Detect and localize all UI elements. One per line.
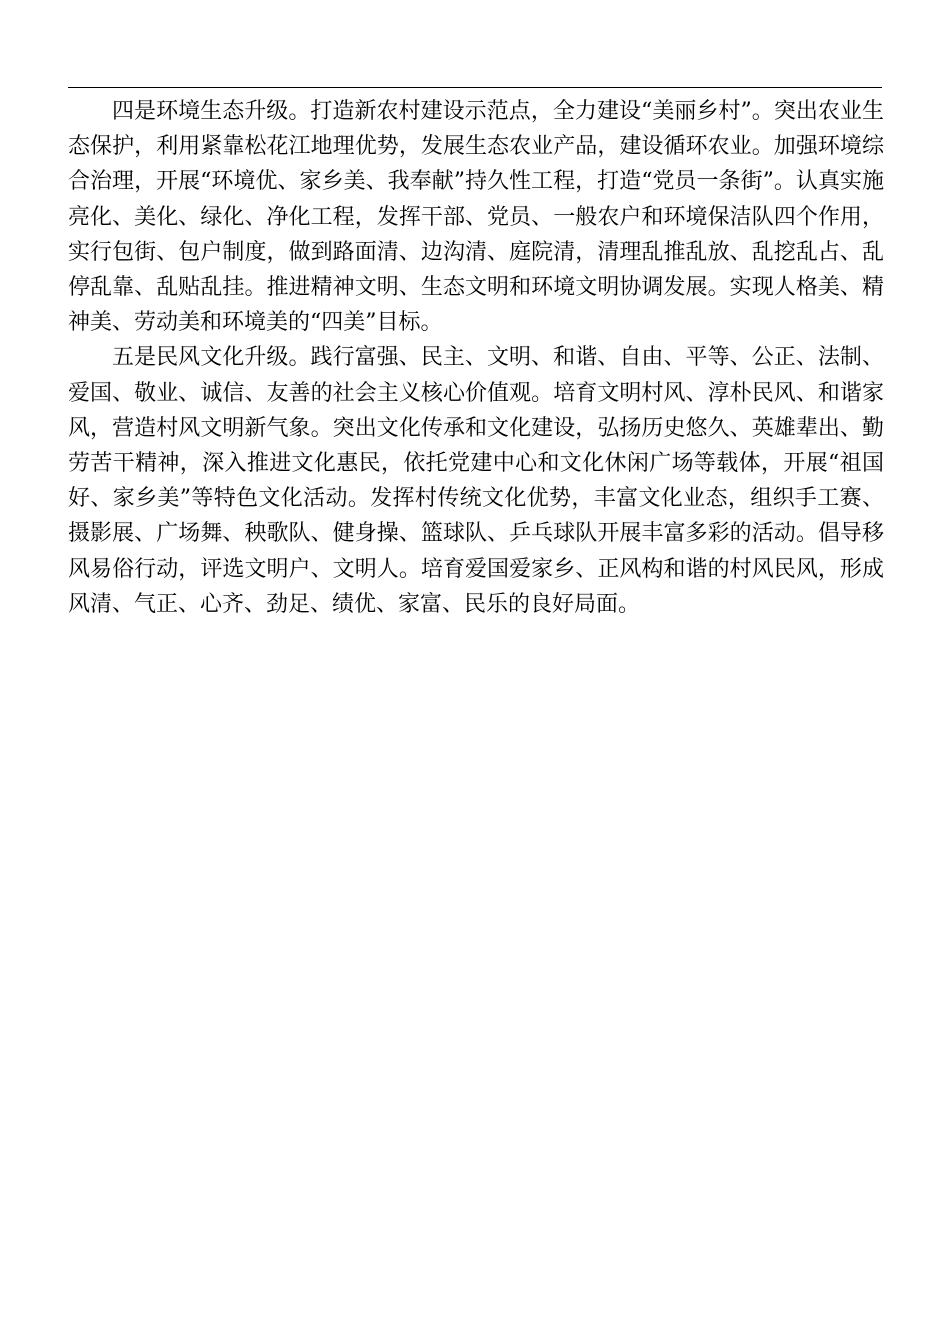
paragraph-environment: 四是环境生态升级。打造新农村建设示范点，全力建设“美丽乡村”。突出农业生态保护，利用紧靠松花江地理优势，发展生态农业产品，建设循环农业。加强环境综合治理，开展“环境优、家乡美、我奉献”持久性工程，打造“党员一条街”。认真实施亮化、美化、绿化、净化工程，发挥干部、党员、一般农户和环境保洁队四个作用，实行包街、包户制度，做到路面清、边沟清、庭院清，清理乱推乱放、乱挖乱占、乱停乱靠、乱贴乱挂。推进精神文明、生态文明和环境文明协调发展。实现人格美、精神美、劳动美和环境美的“四美”目标。 [68,99,884,336]
header-rule [68,87,882,88]
document-body [68,94,884,622]
paragraph-culture: 五是民风文化升级。践行富强、民主、文明、和谐、自由、平等、公正、法制、爱国、敬业、诚信、友善的社会主义核心价值观。培育文明村风、淳朴民风、和谐家风，营造村风文明新气象。突出文化传承和文化建设，弘扬历史悠久、英雄辈出、勤劳苦干精神，深入推进文化惠民，依托党建中心和文化休闲广场等载体，开展“祖国好、家乡美”等特色文化活动。发挥村传统文化优势，丰富文化业态，组织手工赛、摄影展、广场舞、秧歌队、健身操、篮球队、乒乓球队开展丰富多彩的活动。倡导移风易俗行动，评选文明户、文明人。培育爱国爱家乡、正风构和谐的村风民风，形成风清、气正、心齐、劲足、绩优、家富、民乐的良好局面。 [68,345,884,617]
